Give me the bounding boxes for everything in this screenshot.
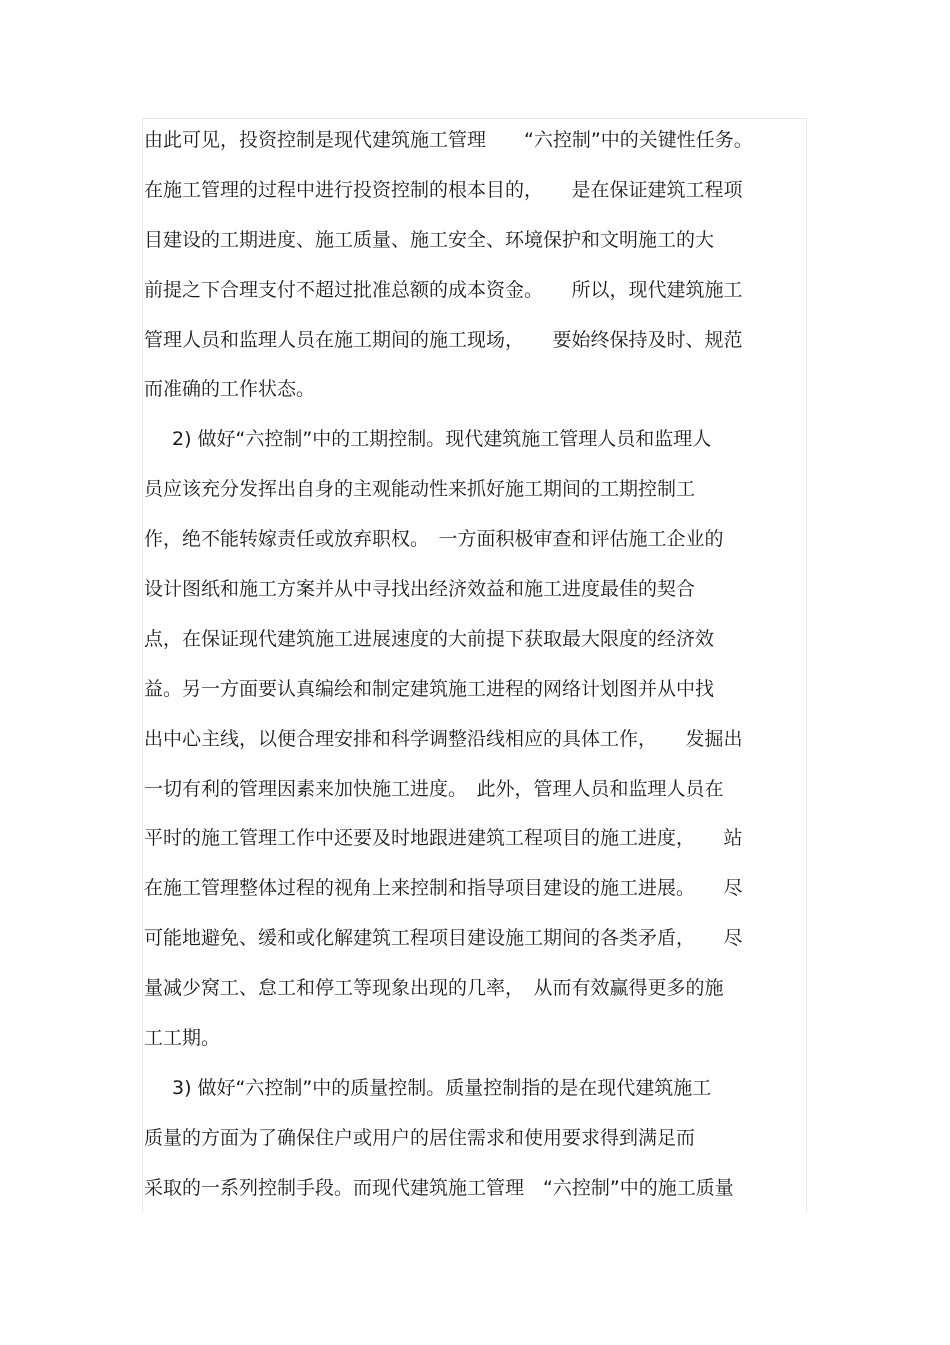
text-line: 由此可见，投资控制是现代建筑施工管理 “六控制”中的关键性任务。 bbox=[144, 129, 753, 151]
text-line: 工工期。 bbox=[144, 1027, 221, 1050]
text-line: 质量的方面为了确保住户或用户的居住需求和使用要求得到满足而 bbox=[144, 1126, 696, 1149]
text-line: 可能地避免、缓和或化解建筑工程项目建设施工期间的各类矛盾， 尽 bbox=[144, 927, 743, 950]
text-line: 益。另一方面要认真编绘和制定建筑施工进程的网络计划图并从中找 bbox=[144, 677, 715, 700]
text-line: 作，绝不能转嫁责任或放弃职权。 一方面积极审查和评估施工企业的 bbox=[144, 528, 724, 551]
text-line: 3) 做好“六控制”中的质量控制。质量控制指的是在现代建筑施工 bbox=[172, 1076, 712, 1099]
text-line: 一切有利的管理因素来加快施工进度。 此外，管理人员和监理人员在 bbox=[144, 777, 724, 800]
text-line: 在施工管理的过程中进行投资控制的根本目的， 是在保证建筑工程项 bbox=[144, 178, 743, 201]
text-line: 前提之下合理支付不超过批准总额的成本资金。 所以，现代建筑施工 bbox=[144, 278, 743, 301]
text-line: 而准确的工作状态。 bbox=[144, 378, 316, 401]
text-line: 平时的施工管理工作中还要及时地跟进建筑工程项目的施工进度， 站 bbox=[144, 827, 743, 850]
text-line: 2) 做好“六控制”中的工期控制。现代建筑施工管理人员和监理人 bbox=[172, 428, 712, 451]
text-line: 在施工管理整体过程的视角上来控制和指导项目建设的施工进展。 尽 bbox=[144, 877, 743, 900]
text-line: 量减少窝工、怠工和停工等现象出现的几率， 从而有效赢得更多的施 bbox=[144, 977, 724, 1000]
text-line: 出中心主线，以便合理安排和科学调整沿线相应的具体工作， 发掘出 bbox=[144, 727, 743, 750]
text-line: 管理人员和监理人员在施工期间的施工现场， 要始终保持及时、规范 bbox=[144, 328, 743, 351]
text-line: 员应该充分发挥出自身的主观能动性来抓好施工期间的工期控制工 bbox=[144, 478, 696, 501]
document-body bbox=[144, 116, 808, 1214]
text-line: 点，在保证现代建筑施工进展速度的大前提下获取最大限度的经济效 bbox=[144, 627, 715, 650]
text-line: 采取的一系列控制手段。而现代建筑施工管理 “六控制”中的施工质量 bbox=[144, 1176, 734, 1199]
text-line: 目建设的工期进度、施工质量、施工安全、环境保护和文明施工的大 bbox=[144, 228, 715, 251]
text-line: 设计图纸和施工方案并从中寻找出经济效益和施工进度最佳的契合 bbox=[144, 578, 696, 601]
